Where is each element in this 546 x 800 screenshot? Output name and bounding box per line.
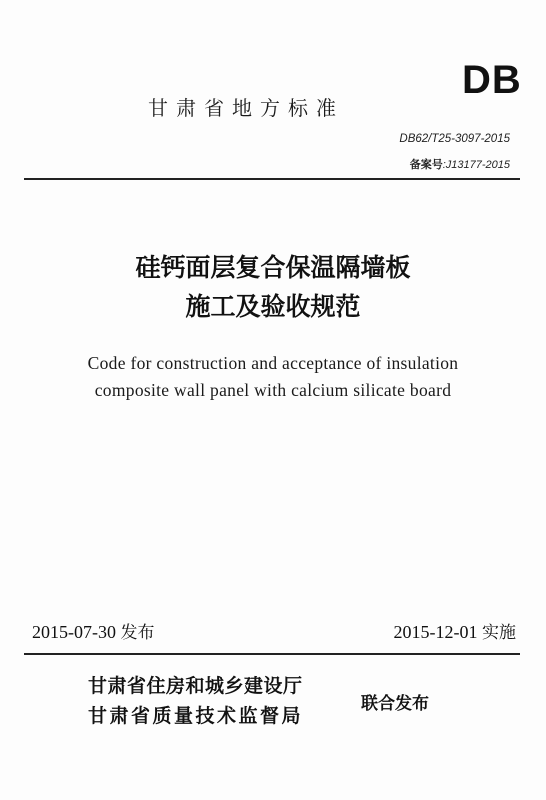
record-number [410, 156, 510, 172]
joint-release-label: 联合发布 [361, 694, 429, 714]
impl-date-value: 2015-12-01 [393, 622, 478, 642]
issue-label: 发布 [120, 623, 155, 643]
standard-series: 甘肃省地方标准 [148, 96, 344, 120]
standard-number: DB62/T25-3097-2015 [399, 133, 510, 145]
authority-housing: 甘肃省住房和城乡建设厅 [88, 675, 303, 697]
title-cn-line2: 施工及验收规范 [185, 292, 361, 321]
impl-label: 实施 [482, 623, 516, 643]
authority-quality: 甘肃省质量技术监督局 [88, 705, 304, 727]
title-cn-line1: 硅钙面层复合保温隔墙板 [135, 253, 411, 282]
record-label: 备案号 [409, 158, 443, 171]
bottom-divider [24, 653, 520, 655]
record-value: :J13177-2015 [442, 159, 510, 171]
db-mark: DB [462, 58, 522, 102]
issue-date-value: 2015-07-30 [32, 622, 116, 642]
issue-date [32, 618, 155, 643]
top-divider [24, 178, 520, 180]
title-en-line1: Code for construction and acceptance of insulation [87, 353, 459, 373]
implementation-date [394, 618, 517, 643]
title-en-line2: composite wall panel with calcium silicate board [94, 380, 452, 400]
